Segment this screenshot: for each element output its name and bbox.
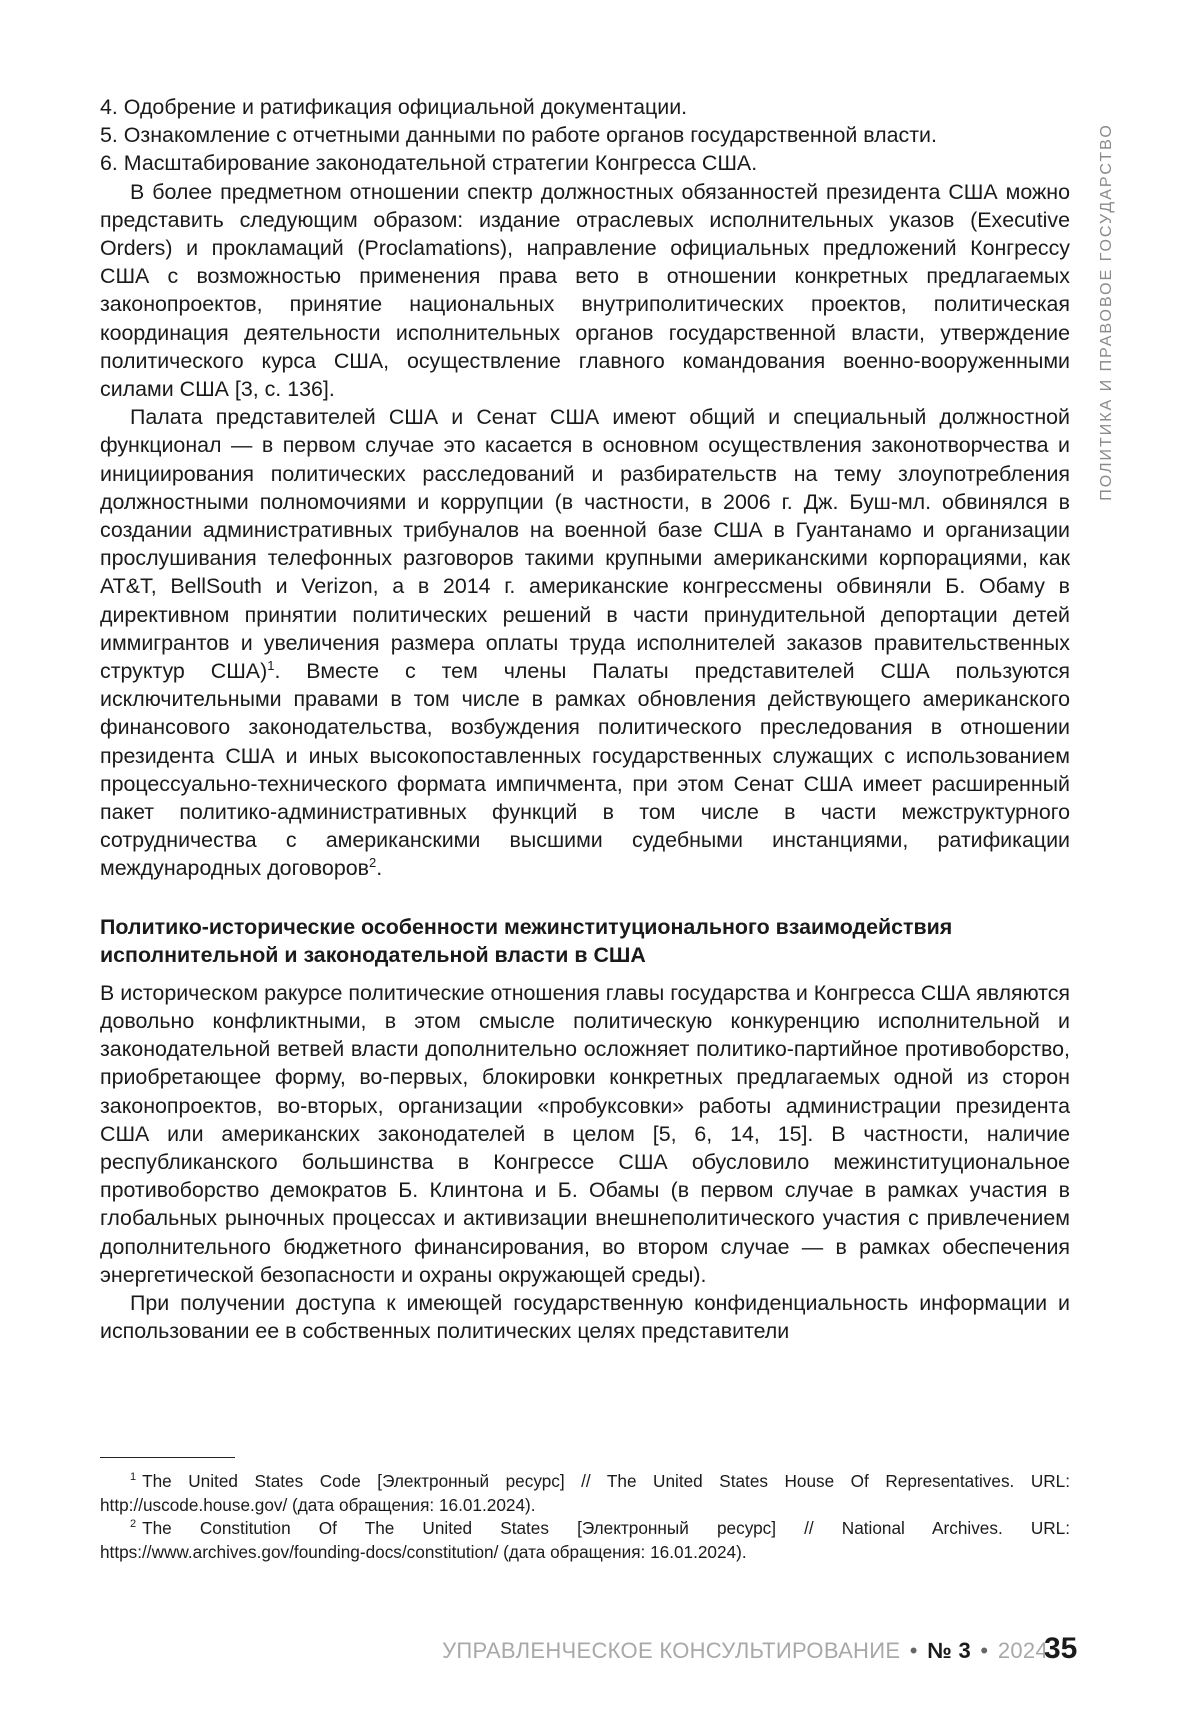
section-heading: Политико-исторические особенности межинституционального взаимодействия исполнительной и законодательной власти в США [100, 913, 1070, 969]
list-item: 5. Ознакомление с отчетными данными по работе органов государственной власти. [100, 121, 1070, 149]
journal-title [442, 1638, 1048, 1664]
section-rail [1092, 97, 1122, 527]
footnote-divider [100, 1457, 235, 1458]
footnote-2 [100, 1517, 1070, 1564]
issue-number: № 3 [927, 1638, 971, 1663]
issue-year: 2024 [998, 1638, 1048, 1663]
page-number: 35 [1044, 1632, 1077, 1666]
paragraph-confidential: При получении доступа к имеющей государственную конфиденциальность информации и использовании ее в собственных политических целях представители [100, 1289, 1070, 1345]
footnotes [100, 1457, 1070, 1564]
footnote-text: The Constitution Of The United States [Электронный ресурс] // National Archives. URL: https://www.archives.gov/founding-docs/constitution/ (дата обращения: 16.01.2024). [100, 1518, 1070, 1562]
separator-dot: • [980, 1638, 988, 1663]
paragraph-president-duties: В более предметном отношении спектр должностных обязанностей президента США можно представить следующим образом: издание отраслевых исполнительных указов (Executive Orders) и прокламаций (Proclamations), направление официальных предложений Конгрессу США с возможностью применения права вето в отношении конкретных предлагаемых законопроектов, принятие национальных внутриполитических проектов, политическая координация деятельности исполнительных органов государственной власти, утверждение политического курса США, осуществление главного командования военно-вооруженными силами США [3, с. 136]. [100, 178, 1070, 404]
list-item: 4. Одобрение и ратификация официальной документации. [100, 93, 1070, 121]
footnote-ref-2[interactable]: 2 [369, 855, 376, 870]
paragraph-text: Палата представителей США и Сенат США имеют общий и специальный должностной функционал — в первом случае это касается в основном осуществления законотворчества и инициирования политических расследований и разбирательств на тему злоупотребления должностными полномочиями и коррупции (в частности, в 2006 г. Дж. Буш-мл. обвинялся в создании административных трибуналов на военной базе США в Гуантанамо и организации прослушивания телефонных разговоров такими крупными американскими корпорациями, как AT&T, BellSouth и Verizon, а в 2014 г. американские конгрессмены обвиняли Б. Обаму в директивном принятии политических решений в части принудительной депортации детей иммигрантов и увеличения размера оплаты труда исполнителей заказов правительственных структур США) [100, 405, 1070, 683]
separator-dot: • [910, 1638, 918, 1663]
footnote-ref-1[interactable]: 1 [267, 658, 274, 673]
paragraph-text: . [376, 856, 382, 880]
footnote-marker: 1 [130, 1471, 136, 1483]
paragraph-house-senate [100, 403, 1070, 882]
footnote-text: The United States Code [Электронный ресурс] // The United States House Of Representatives. URL: http://uscode.house.gov/ (дата обращения: 16.01.2024). [100, 1471, 1070, 1515]
paragraph-text: . Вместе с тем члены Палаты представителей США пользуются исключительными правами в том числе в рамках обновления действующего американского финансового законодательства, возбуждения политического преследования в отношении президента США и иных высокопоставленных государственных служащих с использованием процессуально-технического формата импичмента, при этом Сенат США имеет расширенный пакет политико-административных функций в том числе в части межструктурного сотрудничества с американскими высшими судебными инстанциями, ратификации международных договоров [100, 659, 1070, 880]
footnote-marker: 2 [130, 1518, 136, 1530]
article-body [100, 93, 1070, 1345]
journal-name: УПРАВЛЕНЧЕСКОЕ КОНСУЛЬТИРОВАНИЕ [442, 1638, 900, 1663]
footnote-1 [100, 1470, 1070, 1517]
paragraph-historical: В историческом ракурсе политические отношения главы государства и Конгресса США являются довольно конфликтными, в этом смысле политическую конкуренцию исполнительной и законодательной ветвей власти дополнительно осложняет политико-партийное противоборство, приобретающее форму, во-первых, блокировки конкретных предлагаемых одной из сторон законопроектов, во-вторых, организации «пробуксовки» работы администрации президента США или американских законодателей в целом [5, 6, 14, 15]. В частности, наличие республиканского большинства в Конгрессе США обусловило межинституциональное противоборство демократов Б. Клинтона и Б. Обамы (в первом случае в рамках участия в глобальных рыночных процессах и активизации внешнеполитического участия с привлечением дополнительного бюджетного финансирования, во втором случае — в рамках обеспечения энергетической безопасности и охраны окружающей среды). [100, 979, 1070, 1289]
section-rail-label: ПОЛИТИКА И ПРАВОВОЕ ГОСУДАРСТВО [1098, 123, 1116, 501]
page-footer [0, 1632, 1200, 1672]
list-item: 6. Масштабирование законодательной стратегии Конгресса США. [100, 149, 1070, 177]
